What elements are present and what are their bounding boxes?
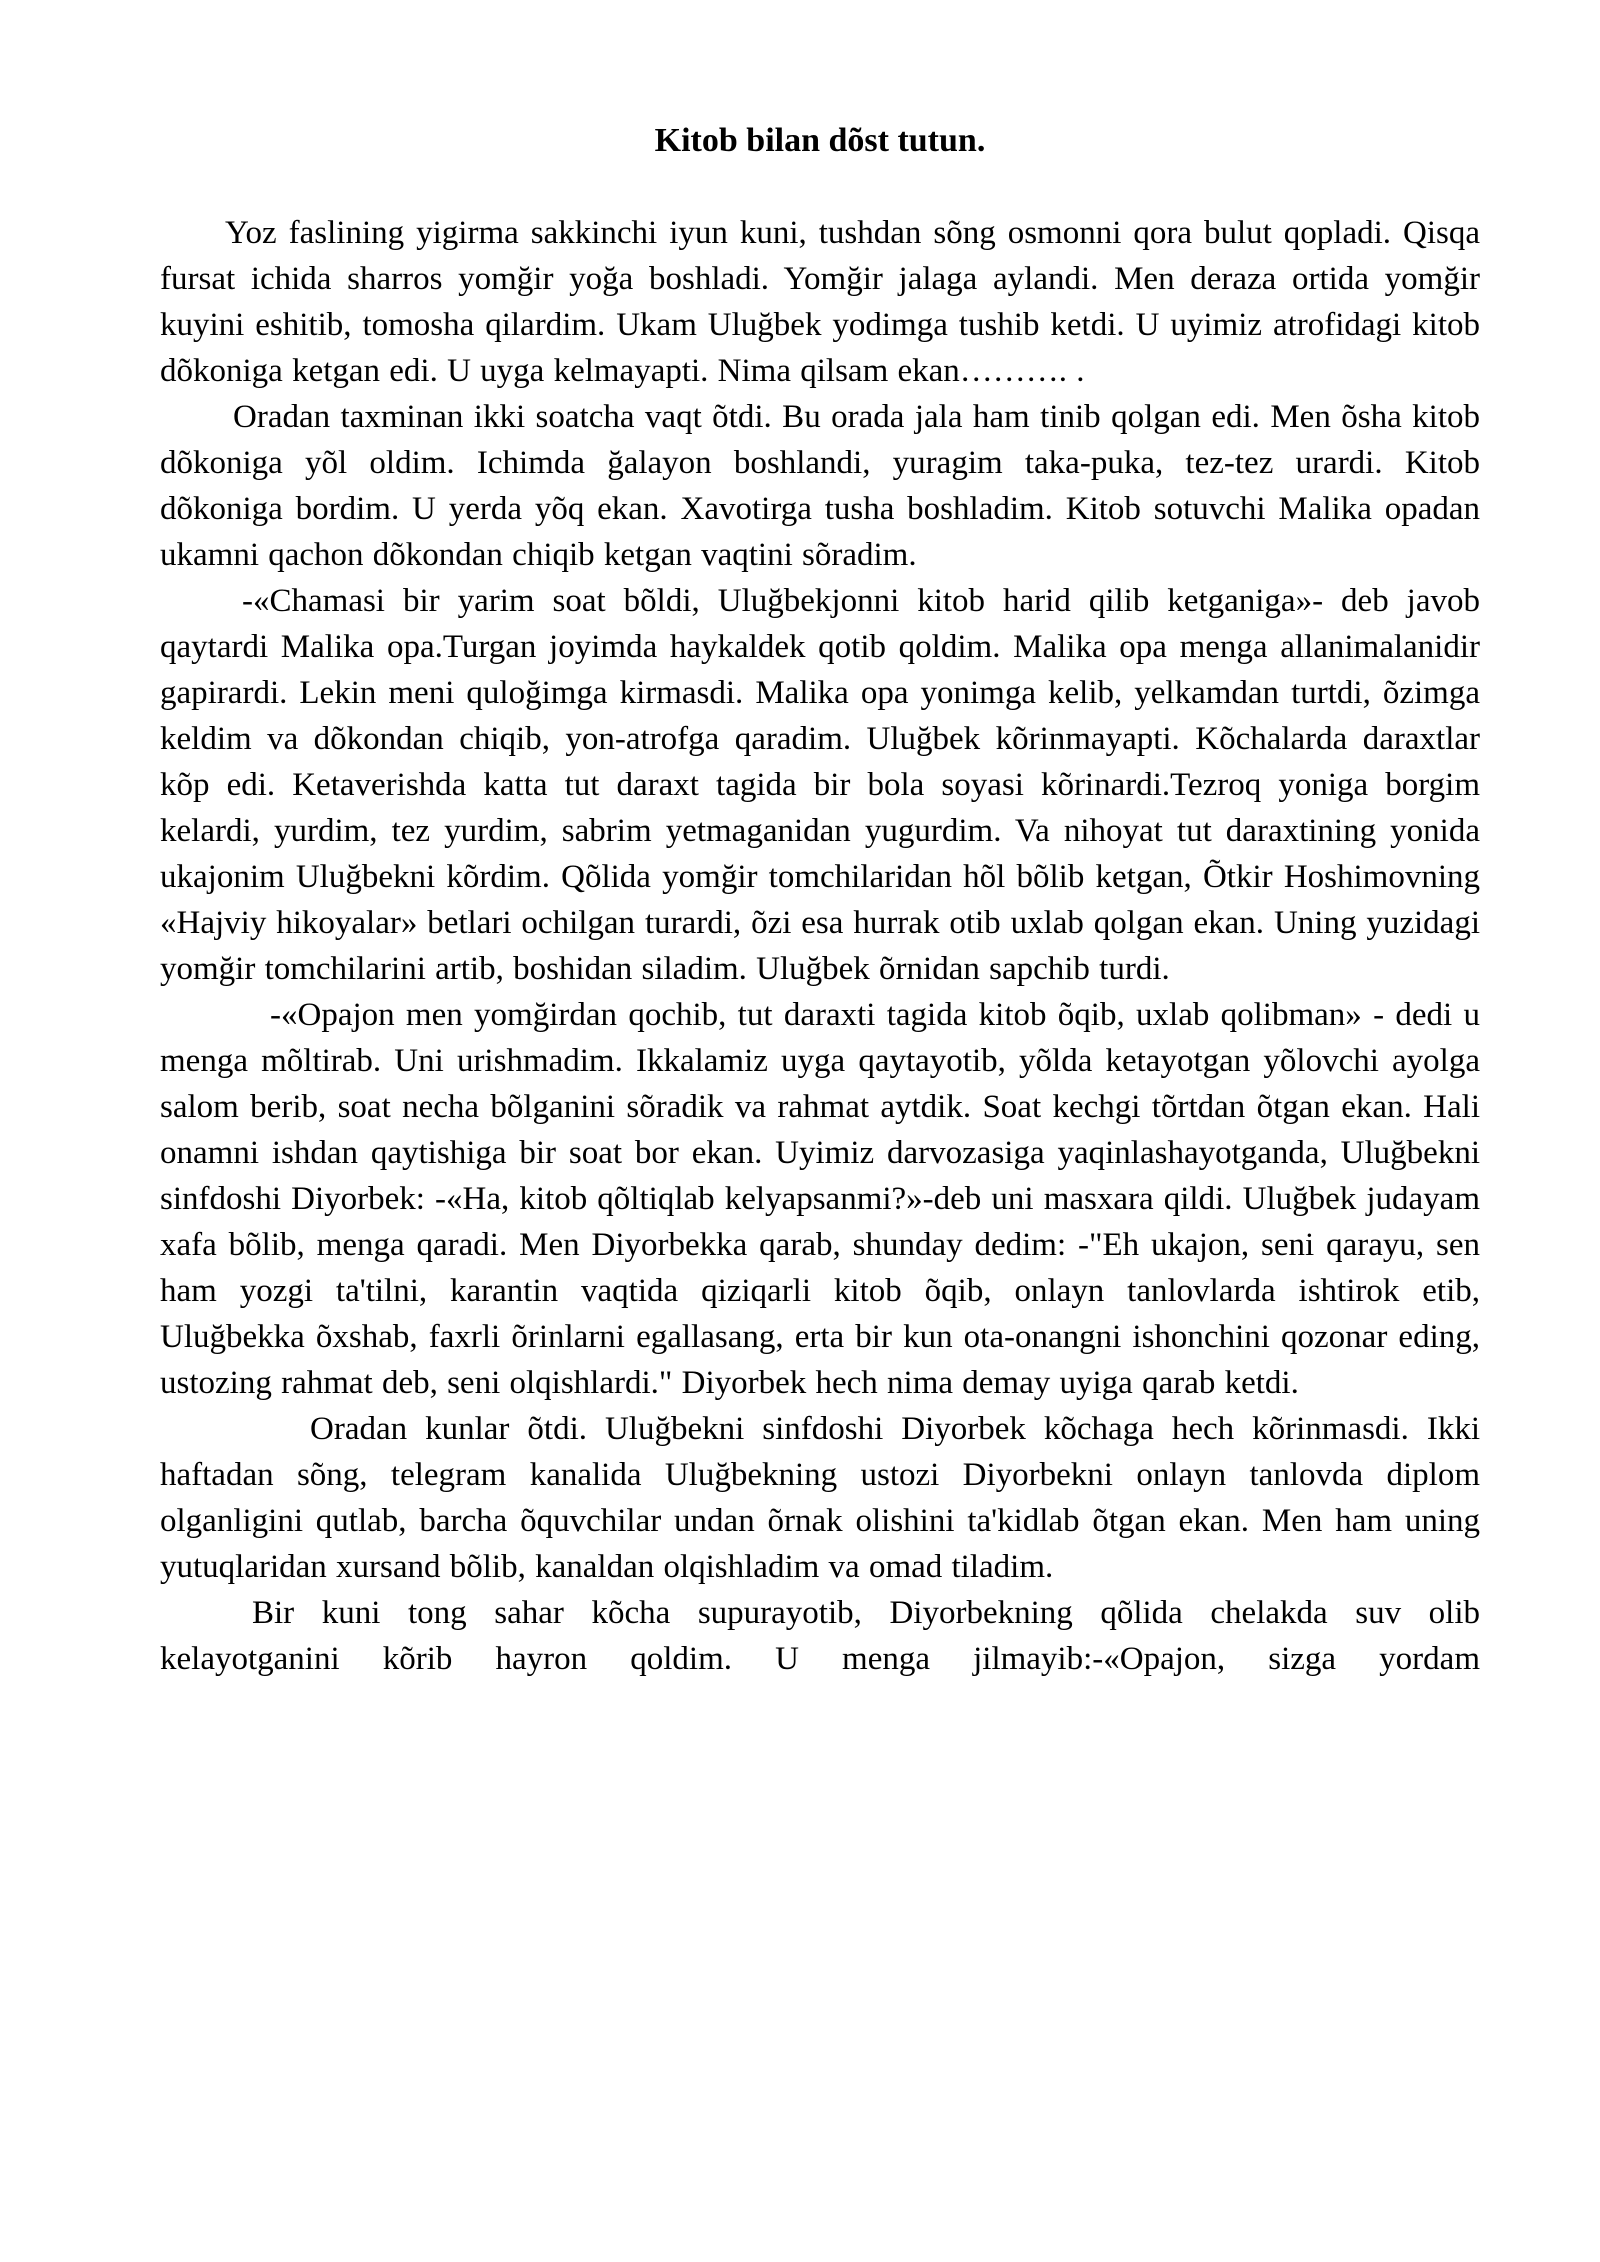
paragraph-6: Bir kuni tong sahar kõcha supurayotib, Diyorbekning qõlida chelakda suv olib kelayotganini kõrib hayron qoldim. U menga jilmayib:-«Opajon, sizga yordam xyxy=(160,1595,1480,1677)
document-title: Kitob bilan dõst tutun. xyxy=(654,122,986,159)
paragraph-3: -«Chamasi bir yarim soat bõldi, Uluğbekjonni kitob harid qilib ketganiga»- deb javob qaytardi Malika opa.Turgan joyimda haykaldek qotib qoldim. Malika opa menga allanimalanidir gapirardi. Lekin meni quloğimga kirmasdi. Malika opa yonimga kelib, yelkamdan turtdi, õzimga keldim va dõkondan chiqib, yon-atrofga qaradim. Uluğbek kõrinmayapti. Kõchalarda daraxtlar kõp edi. Ketaverishda katta tut daraxt tagida bir bola soyasi kõrinardi.Tezroq yoniga borgim kelardi, yurdim, tez yurdim, sabrim yetmaganidan yugurdim. Va nihoyat tut daraxtining yonida ukajonim Uluğbekni kõrdim. Qõlida yomğir tomchilaridan hõl bõlib ketgan, Õtkir Hoshimovning «Hajviy hikoyalar» betlari ochilgan turardi, õzi esa hurrak otib uxlab qolgan ekan. Uning yuzidagi yomğir tomchilarini artib, boshidan siladim. Uluğbek õrnidan sapchib turdi. xyxy=(160,583,1480,987)
paragraph-5: Oradan kunlar õtdi. Uluğbekni sinfdoshi Diyorbek kõchaga hech kõrinmasdi. Ikki haftadan sõng, telegram kanalida Uluğbekning ustozi Diyorbekni onlayn tanlovda diplom olganligini qutlab, barcha õquvchilar undan õrnak olishini ta'kidlab õtgan ekan. Men ham uning yutuqlaridan xursand bõlib, kanaldan olqishladim va omad tiladim. xyxy=(160,1411,1480,1585)
paragraph-1: Yoz faslining yigirma sakkinchi iyun kuni, tushdan sõng osmonni qora bulut qopladi. Qisqa fursat ichida sharros yomğir yoğa boshladi. Yomğir jalaga aylandi. Men deraza ortida yomğir kuyini eshitib, tomosha qilardim. Ukam Uluğbek yodimga tushib ketdi. U uyimiz atrofidagi kitob dõkoniga ketgan edi. U uyga kelmayapti. Nima qilsam ekan………. . xyxy=(160,215,1480,389)
paragraph-2: Oradan taxminan ikki soatcha vaqt õtdi. Bu orada jala ham tinib qolgan edi. Men õsha kitob dõkoniga yõl oldim. Ichimda ğalayon boshlandi, yuragim taka-puka, tez-tez urardi. Kitob dõkoniga bordim. U yerda yõq ekan. Xavotirga tusha boshladim. Kitob sotuvchi Malika opadan ukamni qachon dõkondan chiqib ketgan vaqtini sõradim. xyxy=(160,399,1480,573)
paragraph-4: -«Opajon men yomğirdan qochib, tut daraxti tagida kitob õqib, uxlab qolibman» - dedi u menga mõltirab. Uni urishmadim. Ikkalamiz uyga qaytayotib, yõlda ketayotgan yõlovchi ayolga salom berib, soat necha bõlganini sõradik va rahmat aytdik. Soat kechgi tõrtdan õtgan ekan. Hali onamni ishdan qaytishiga bir soat bor ekan. Uyimiz darvozasiga yaqinlashayotganda, Uluğbekni sinfdoshi Diyorbek: -«Ha, kitob qõltiqlab kelyapsanmi?»-deb uni masxara qildi. Uluğbek judayam xafa bõlib, menga qaradi. Men Diyorbekka qarab, shunday dedim: -"Eh ukajon, seni qarayu, sen ham yozgi ta'tilni, karantin vaqtida qiziqarli kitob õqib, onlayn tanlovlarda ishtirok etib, Uluğbekka õxshab, faxrli õrinlarni egallasang, erta bir kun ota-onangni ishonchini qozonar eding, ustozing rahmat deb, seni olqishlardi." Diyorbek hech nima demay uyiga qarab ketdi. xyxy=(160,997,1480,1401)
